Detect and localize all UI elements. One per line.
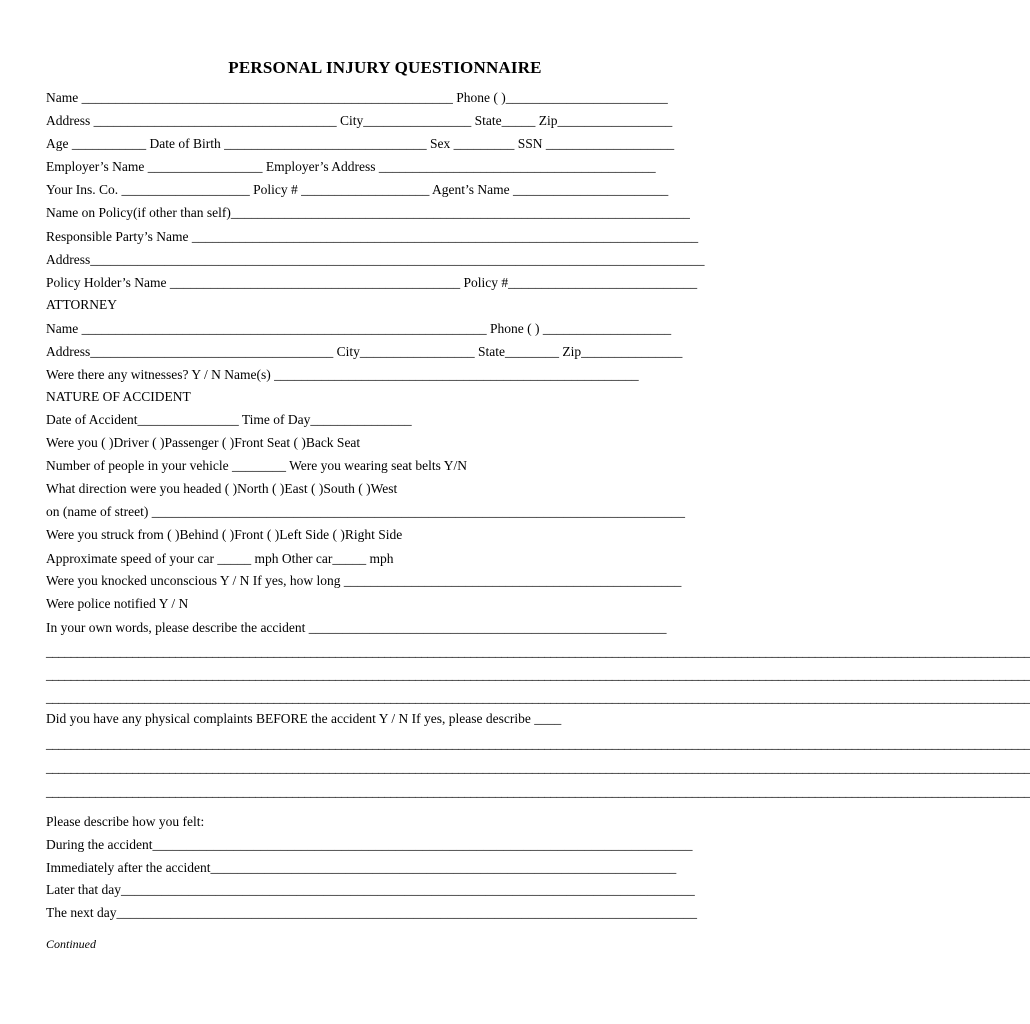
description-rule-2[interactable]: ________________________________________________________________________________________________________________________________________________________________ <box>46 667 1030 682</box>
immediately-after-line[interactable]: Immediately after the accident_____________________________________________________________________ <box>46 860 677 875</box>
attorney-name-phone-line[interactable]: Name ____________________________________________________________ Phone ( ) ___________________ <box>46 321 672 336</box>
name-phone-line[interactable]: Name _______________________________________________________ Phone ( )________________________ <box>46 90 668 105</box>
struck-from-line[interactable]: Were you struck from ( )Behind ( )Front ( )Left Side ( )Right Side <box>46 527 403 542</box>
address-city-state-zip-line[interactable]: Address ____________________________________ City________________ State_____ Zip_________________ <box>46 113 673 128</box>
attorney-heading: ATTORNEY <box>46 297 118 312</box>
description-rule-1[interactable]: ________________________________________________________________________________________________________________________________________________________________ <box>46 644 1030 659</box>
police-notified-line[interactable]: Were police notified Y / N <box>46 596 189 611</box>
street-name-line[interactable]: on (name of street) _______________________________________________________________________________ <box>46 504 685 519</box>
seat-position-line[interactable]: Were you ( )Driver ( )Passenger ( )Front Seat ( )Back Seat <box>46 435 361 450</box>
responsible-party-line[interactable]: Responsible Party’s Name ___________________________________________________________________________ <box>46 229 699 244</box>
complaints-rule-2[interactable]: ________________________________________________________________________________________________________________________________________________________________ <box>46 760 1030 775</box>
insurance-line[interactable]: Your Ins. Co. ___________________ Policy # ___________________ Agent’s Name _______________________ <box>46 182 669 197</box>
age-dob-sex-ssn-line[interactable]: Age ___________ Date of Birth ______________________________ Sex _________ SSN ___________________ <box>46 136 675 151</box>
accident-date-time-line[interactable]: Date of Accident_______________ Time of Day_______________ <box>46 412 412 427</box>
attorney-address-line[interactable]: Address____________________________________ City_________________ State________ Zip_______________ <box>46 344 683 359</box>
name-on-policy-line[interactable]: Name on Policy(if other than self)____________________________________________________________________ <box>46 205 690 220</box>
next-day-line[interactable]: The next day______________________________________________________________________________________ <box>46 905 697 920</box>
witnesses-line[interactable]: Were there any witnesses? Y / N Name(s) ______________________________________________________ <box>46 367 639 382</box>
policy-holder-line[interactable]: Policy Holder’s Name ___________________________________________ Policy #____________________________ <box>46 275 698 290</box>
description-rule-3[interactable]: ________________________________________________________________________________________________________________________________________________________________ <box>46 690 1030 705</box>
page-title: PERSONAL INJURY QUESTIONNAIRE <box>228 58 542 77</box>
direction-line[interactable]: What direction were you headed ( )North ( )East ( )South ( )West <box>46 481 398 496</box>
complaints-rule-3[interactable]: ________________________________________________________________________________________________________________________________________________________________ <box>46 784 1030 799</box>
vehicle-occupants-line[interactable]: Number of people in your vehicle ________ Were you wearing seat belts Y/N <box>46 458 468 473</box>
continued-note: Continued <box>46 937 96 951</box>
unconscious-line[interactable]: Were you knocked unconscious Y / N If yes, how long __________________________________________________ <box>46 573 682 588</box>
speed-line[interactable]: Approximate speed of your car _____ mph Other car_____ mph <box>46 551 394 566</box>
employer-line[interactable]: Employer’s Name _________________ Employer’s Address _________________________________________ <box>46 159 656 174</box>
nature-of-accident-heading: NATURE OF ACCIDENT <box>46 389 191 404</box>
during-accident-line[interactable]: During the accident________________________________________________________________________________ <box>46 837 693 852</box>
prior-complaints-line[interactable]: Did you have any physical complaints BEFORE the accident Y / N If yes, please describe ____ <box>46 711 562 726</box>
later-that-day-line[interactable]: Later that day_____________________________________________________________________________________ <box>46 882 695 897</box>
complaints-rule-1[interactable]: ________________________________________________________________________________________________________________________________________________________________ <box>46 736 1030 751</box>
responsible-address-line[interactable]: Address___________________________________________________________________________________________ <box>46 252 705 267</box>
describe-accident-line[interactable]: In your own words, please describe the accident _____________________________________________________ <box>46 620 667 635</box>
how-you-felt-heading: Please describe how you felt: <box>46 814 205 829</box>
